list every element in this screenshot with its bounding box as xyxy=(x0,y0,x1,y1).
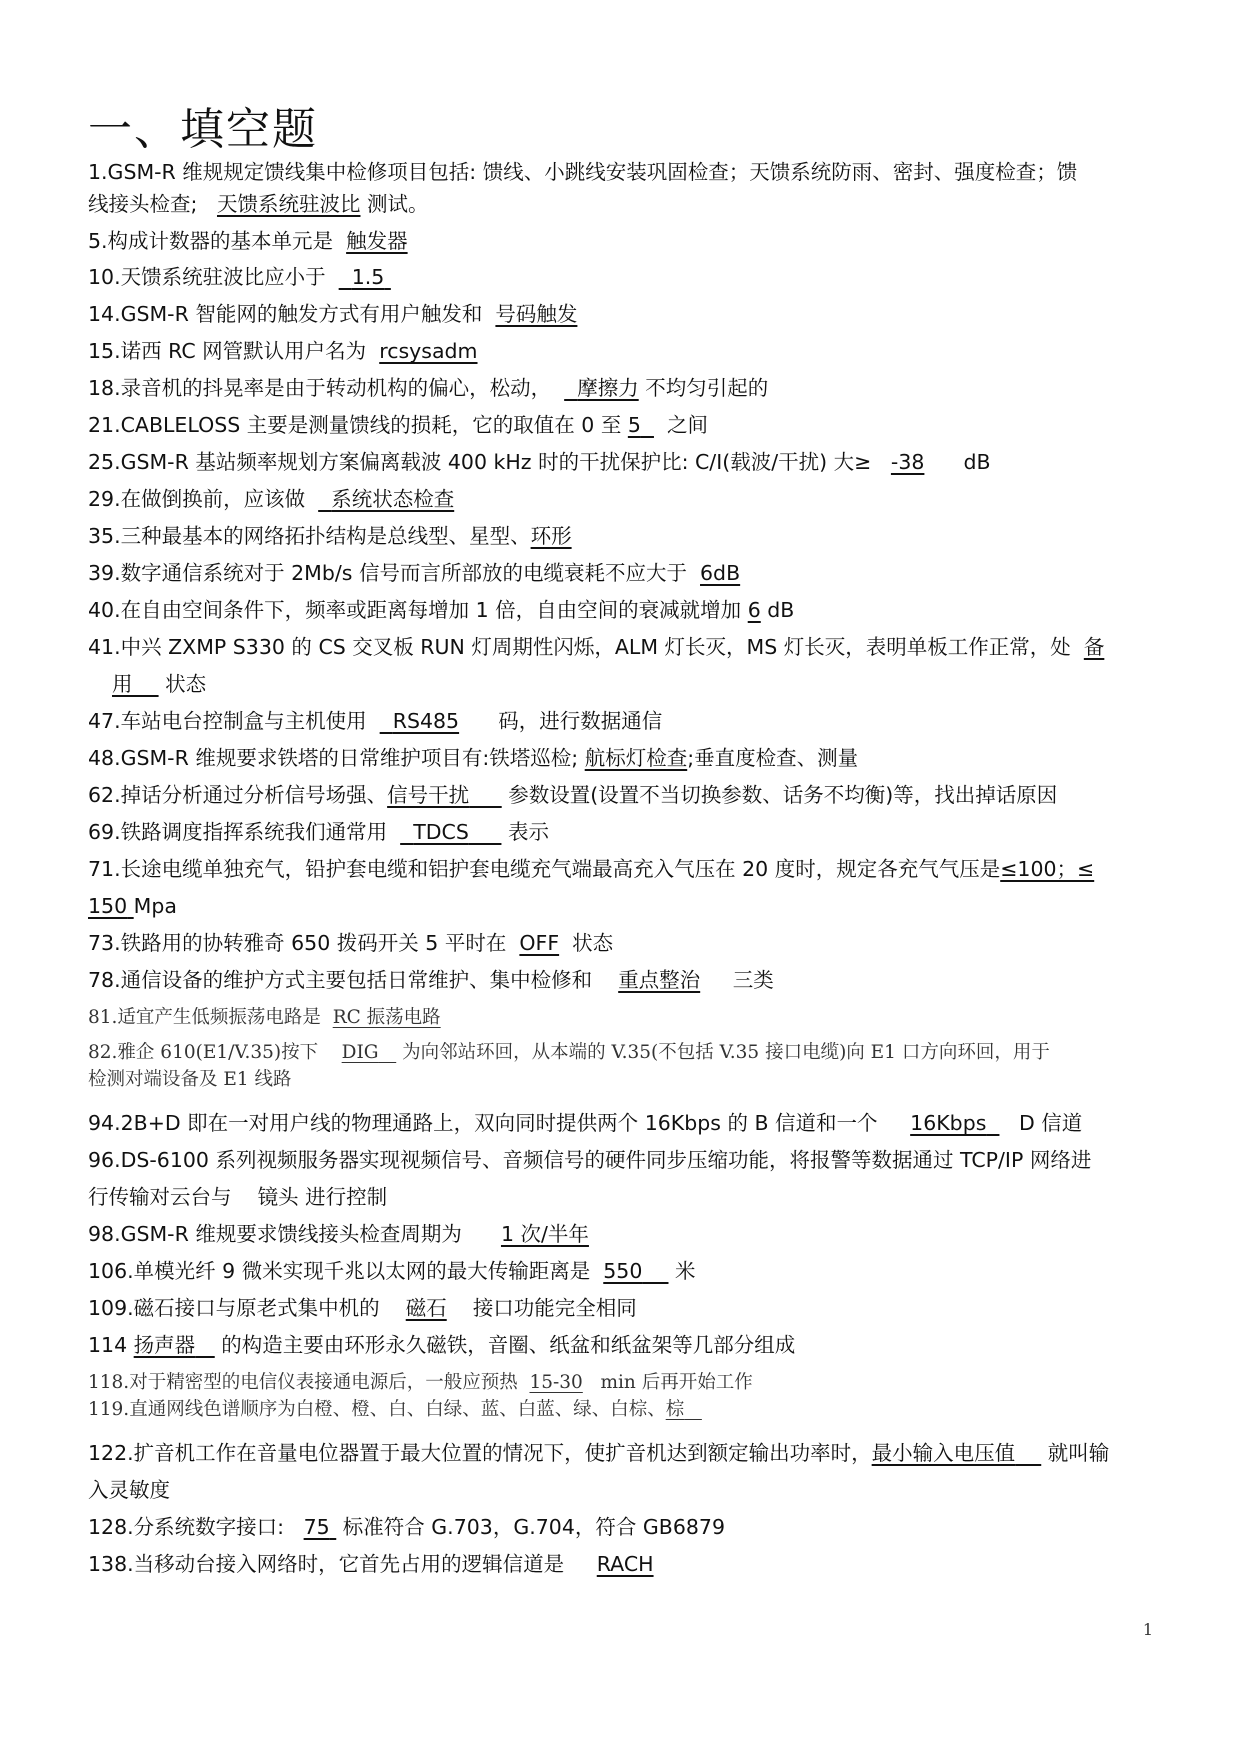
question-text: 18.录音机的抖晃率是由于转动机构的偏心，松动， xyxy=(88,376,552,400)
question-text: Mpa xyxy=(133,894,177,918)
question-106 xyxy=(88,1253,1170,1290)
answer-text: 1 次/半年 xyxy=(500,1222,589,1246)
question-text: 118.对于精密型的电信仪表接通电源后，一般应预热 xyxy=(88,1372,518,1393)
question-text: 5.构成计数器的基本单元是 xyxy=(88,229,334,253)
answer-text: rcsysadm xyxy=(379,339,478,363)
question-71 xyxy=(88,851,1170,888)
question-text: 96.DS-6100 系列视频服务器实现视频信号、音频信号的硬件同步压缩功能，将报警等数据通过 TCP/IP 网络进 xyxy=(88,1148,1092,1172)
question-text: 不均匀引起的 xyxy=(645,376,769,400)
question-text: 82.雅企 610(E1/V.35)按下 xyxy=(88,1042,319,1063)
answer-text: 75 xyxy=(303,1515,330,1539)
question-text: 35.三种最基本的网络拓扑结构是总线型、星型、 xyxy=(88,524,531,548)
answer-text: 系统状态检查 xyxy=(331,487,455,511)
question-text: 106.单模光纤 9 微米实现千兆以太网的最大传输距离是 xyxy=(88,1259,591,1283)
question-text: 114 xyxy=(88,1333,128,1357)
answer-text: 550 xyxy=(603,1259,643,1283)
question-text: 表示 xyxy=(507,820,549,844)
question-96 xyxy=(88,1142,1170,1179)
question-text: ;垂直度检查、测量 xyxy=(687,746,859,770)
answer-text: 摩擦力 xyxy=(577,376,639,400)
question-text: dB xyxy=(767,598,795,622)
question-text: 39.数字通信系统对于 2Mb/s 信号而言所部放的电缆衰耗不应大于 xyxy=(88,561,687,585)
question-text: 米 xyxy=(675,1259,696,1283)
question-text: 21.CABLELOSS 主要是测量馈线的损耗，它的取值在 0 至 xyxy=(88,413,622,437)
question-138 xyxy=(88,1546,1170,1583)
question-15 xyxy=(88,333,1170,370)
question-text: 测试。 xyxy=(367,192,429,216)
question-text: 标准符合 G.703，G.704，符合 GB6879 xyxy=(342,1515,725,1539)
question-text: 1.GSM-R 维规规定馈线集中检修项目包括: 馈线、小跳线安装巩固检查；天馈系统防雨、密封、强度检查；馈 xyxy=(88,160,1078,184)
question-118 xyxy=(88,1369,1170,1396)
question-71-line2 xyxy=(88,888,1170,925)
question-119 xyxy=(88,1396,1170,1423)
question-62 xyxy=(88,777,1170,814)
question-47 xyxy=(88,703,1170,740)
question-text: 71.长途电缆单独充气，铅护套电缆和铝护套电缆充气端最高充入气压在 20 度时，规定各充气气压是 xyxy=(88,857,1001,881)
answer-text: 用 xyxy=(112,672,133,696)
question-text: 48.GSM-R 维规要求铁塔的日常维护项目有:铁塔巡检; xyxy=(88,746,579,770)
answer-text: DIG xyxy=(341,1042,379,1063)
question-text: 138.当移动台接入网络时，它首先占用的逻辑信道是 xyxy=(88,1552,565,1576)
question-text: 81.适宜产生低频振荡电路是 xyxy=(88,1007,321,1028)
question-text: 62.掉话分析通过分析信号场强、 xyxy=(88,783,388,807)
question-text: min 后再开始工作 xyxy=(600,1372,753,1393)
question-81 xyxy=(88,1004,1170,1031)
question-text: 78.通信设备的维护方式主要包括日常维护、集中检修和 xyxy=(88,968,593,992)
answer-text: 航标灯检查 xyxy=(584,746,688,770)
section-heading: 一、填空题 xyxy=(88,104,318,155)
answer-text: ≤100；≤ xyxy=(1000,857,1095,881)
question-73 xyxy=(88,925,1170,962)
question-text: 就叫输 xyxy=(1047,1441,1110,1465)
answer-text: 备 xyxy=(1083,635,1105,659)
question-text: 119.直通网线色谱顺序为白橙、橙、白、白绿、蓝、白蓝、绿、白棕、 xyxy=(88,1399,666,1420)
question-21 xyxy=(88,407,1170,444)
question-text: 入灵敏度 xyxy=(88,1478,170,1502)
answer-text: 5 xyxy=(627,413,641,437)
question-text: 为向邻站环回，从本端的 V.35(不包括 V.35 接口电缆)向 E1 口方向环回，用于 xyxy=(402,1042,1050,1063)
question-text: 的构造主要由环形永久磁铁，音圈、纸盆和纸盆架等几部分组成 xyxy=(221,1333,796,1357)
question-96-line2 xyxy=(88,1179,1170,1216)
question-78 xyxy=(88,962,1170,999)
question-text: 25.GSM-R 基站频率规划方案偏离载波 400 kHz 时的干扰保护比: C/I(载波/干扰) 大≥ xyxy=(88,450,872,474)
question-82 xyxy=(88,1039,1170,1066)
answer-text: 150 xyxy=(88,894,128,918)
question-text: 47.车站电台控制盒与主机使用 xyxy=(88,709,367,733)
question-25 xyxy=(88,444,1170,481)
page-number: 1 xyxy=(1142,1620,1153,1639)
question-text: 29.在做倒换前，应该做 xyxy=(88,487,306,511)
question-text: 线接头检查; xyxy=(88,192,198,216)
question-text: 状态 xyxy=(165,672,207,696)
answer-text: 6dB xyxy=(700,561,741,585)
question-10 xyxy=(88,259,1170,296)
question-5 xyxy=(88,223,1170,260)
answer-text: TDCS xyxy=(413,820,469,844)
question-text: 98.GSM-R 维规要求馈线接头检查周期为 xyxy=(88,1222,462,1246)
answer-text: 磁石 xyxy=(405,1296,447,1320)
answer-text: 棕 xyxy=(665,1399,685,1420)
question-109 xyxy=(88,1290,1170,1327)
question-114 xyxy=(88,1327,1170,1364)
question-14 xyxy=(88,296,1170,333)
question-41 xyxy=(88,629,1170,666)
question-29 xyxy=(88,481,1170,518)
question-text: 接口功能完全相同 xyxy=(472,1296,637,1320)
question-text: 41.中兴 ZXMP S330 的 CS 交叉板 RUN 灯周期性闪烁，ALM 灯长灭，MS 灯长灭，表明单板工作正常，处 xyxy=(88,635,1071,659)
answer-text: 扬声器 xyxy=(133,1333,196,1357)
answer-text: RC 振荡电路 xyxy=(332,1007,441,1028)
answer-text: 号码触发 xyxy=(495,302,578,326)
question-text: 参数设置(设置不当切换参数、话务不均衡)等，找出掉话原因 xyxy=(508,783,1058,807)
question-1-line2 xyxy=(88,186,1170,223)
answer-text: RACH xyxy=(596,1552,654,1576)
question-128 xyxy=(88,1509,1170,1546)
answer-text: 天馈系统驻波比 xyxy=(216,192,361,216)
answer-text: 镜头 xyxy=(257,1185,299,1209)
question-text: 94.2B+D 即在一对用户线的物理通路上，双向同时提供两个 16Kbps 的 B 信道和一个 xyxy=(88,1111,878,1135)
question-text: 14.GSM-R 智能网的触发方式有用户触发和 xyxy=(88,302,483,326)
question-98 xyxy=(88,1216,1170,1253)
question-text: 状态 xyxy=(572,931,614,955)
question-text: 15.诺西 RC 网管默认用户名为 xyxy=(88,339,367,363)
answer-text: OFF xyxy=(519,931,560,955)
question-18 xyxy=(88,370,1170,407)
question-text: 73.铁路用的协转雅奇 650 拨码开关 5 平时在 xyxy=(88,931,507,955)
question-39 xyxy=(88,555,1170,592)
question-text: D 信道 xyxy=(1019,1111,1083,1135)
answer-text: 触发器 xyxy=(346,229,408,253)
question-text: 122.扩音机工作在音量电位器置于最大位置的情况下，使扩音机达到额定输出功率时， xyxy=(88,1441,872,1465)
answer-text: -38 xyxy=(890,450,925,474)
answer-text: 重点整治 xyxy=(618,968,701,992)
question-text: 128.分系统数字接口: xyxy=(88,1515,285,1539)
question-40 xyxy=(88,592,1170,629)
answer-text: 信号干扰 xyxy=(387,783,470,807)
question-text: 码，进行数据通信 xyxy=(498,709,663,733)
question-122-line2 xyxy=(88,1472,1170,1509)
question-text: 69.铁路调度指挥系统我们通常用 xyxy=(88,820,388,844)
question-text: 10.天馈系统驻波比应小于 xyxy=(88,265,326,289)
answer-text: 6 xyxy=(747,598,761,622)
question-text: dB xyxy=(963,450,991,474)
answer-text: 最小输入电压值 xyxy=(871,1441,1016,1465)
answer-text: RS485 xyxy=(392,709,460,733)
question-text: 40.在自由空间条件下，频率或距离每增加 1 倍，自由空间的衰减就增加 xyxy=(88,598,742,622)
answer-text: 环形 xyxy=(530,524,572,548)
question-text: 行传输对云台与 xyxy=(88,1185,232,1209)
answer-text: 1.5 xyxy=(351,265,385,289)
question-text: 之间 xyxy=(667,413,708,437)
question-69 xyxy=(88,814,1170,851)
question-41-line2 xyxy=(88,666,1194,703)
question-94 xyxy=(88,1105,1170,1142)
answer-text: 16Kbps xyxy=(910,1111,987,1135)
question-text: 进行控制 xyxy=(305,1185,388,1209)
question-text: 三类 xyxy=(732,968,774,992)
question-122 xyxy=(88,1435,1170,1472)
question-35 xyxy=(88,518,1170,555)
question-text: 检测对端设备及 E1 线路 xyxy=(88,1069,292,1090)
answer-text: 15-30 xyxy=(529,1372,583,1393)
question-text: 109.磁石接口与原老式集中机的 xyxy=(88,1296,380,1320)
question-48 xyxy=(88,740,1170,777)
question-82-line2 xyxy=(88,1066,1170,1093)
